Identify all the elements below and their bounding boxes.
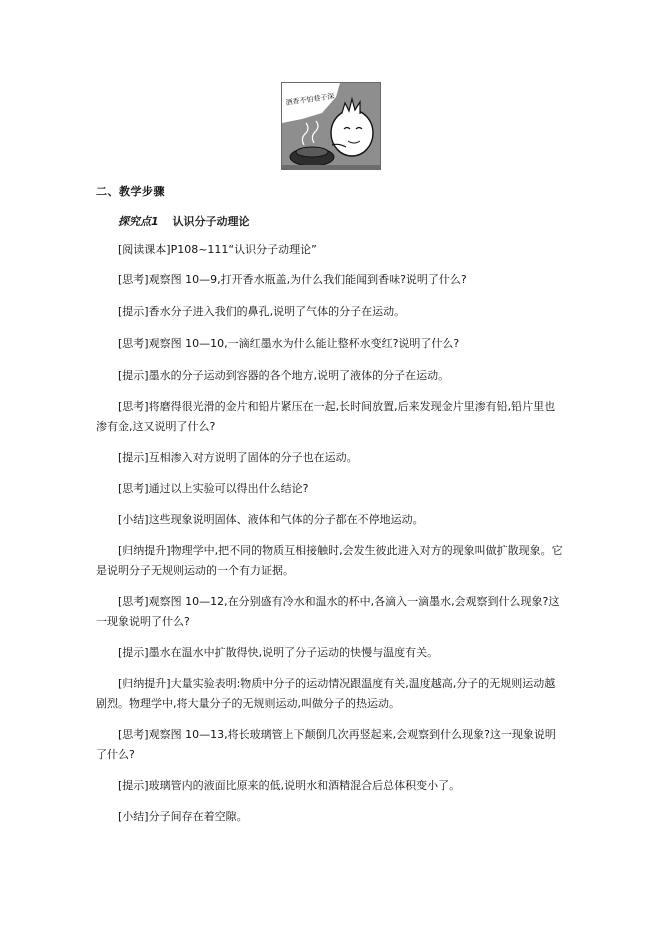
paragraph: [提示]墨水的分子运动到容器的各个地方,说明了液体的分子在运动。 — [118, 369, 450, 382]
paragraph: [思考]将磨得很光滑的金片和铅片紧压在一起,长时间放置,后来发现金片里渗有铅,铅片里也渗有金,这又说明了什么? — [96, 400, 556, 433]
figure-caption: 酒香不怕巷子深 — [285, 92, 335, 107]
paragraph: [思考]观察图 10—10,一滴红墨水为什么能让整杯水变红?说明了什么? — [118, 337, 460, 350]
cartoon-figure — [281, 82, 381, 170]
cartoon-smelling-wine-icon — [282, 83, 380, 169]
inquiry-point-number: 探究点1 — [118, 215, 159, 228]
paragraph: [提示]互相渗入对方说明了固体的分子也在运动。 — [118, 451, 358, 464]
paragraph: [阅读课本]P108~111“认识分子动理论” — [118, 243, 317, 256]
paragraph: [小结]分子间存在着空隙。 — [118, 810, 248, 823]
paragraph: [小结]这些现象说明固体、液体和气体的分子都在不停地运动。 — [118, 513, 424, 526]
paragraph: [思考]观察图 10—9,打开香水瓶盖,为什么我们能闻到香味?说明了什么? — [118, 273, 467, 286]
paragraph: [思考]观察图 10—13,将长玻璃管上下颠倒几次再竖起来,会观察到什么现象?这一现象说明了什么? — [96, 728, 556, 761]
inquiry-point-heading — [118, 213, 250, 229]
paragraph: [思考]观察图 10—12,在分别盛有冷水和温水的杯中,各滴入一滴墨水,会观察到什么现象?这一现象说明了什么? — [96, 595, 560, 628]
paragraph: [归纳提升]物理学中,把不同的物质互相接触时,会发生彼此进入对方的现象叫做扩散现象。它是说明分子无规则运动的一个有力证据。 — [96, 544, 563, 577]
paragraph: [提示]墨水在温水中扩散得快,说明了分子运动的快慢与温度有关。 — [118, 646, 439, 659]
paragraph: [归纳提升]大量实验表明:物质中分子的运动情况跟温度有关,温度越高,分子的无规则运动越剧烈。物理学中,将大量分子的无规则运动,叫做分子的热运动。 — [96, 677, 556, 710]
inquiry-point-title: 认识分子动理论 — [172, 215, 250, 228]
paragraph: [思考]通过以上实验可以得出什么结论? — [118, 482, 309, 495]
paragraph: [提示]玻璃管内的液面比原来的低,说明水和酒精混合后总体积变小了。 — [118, 779, 461, 792]
section-title: 二、教学步骤 — [96, 185, 165, 198]
paragraph: [提示]香水分子进入我们的鼻孔,说明了气体的分子在运动。 — [118, 305, 406, 318]
